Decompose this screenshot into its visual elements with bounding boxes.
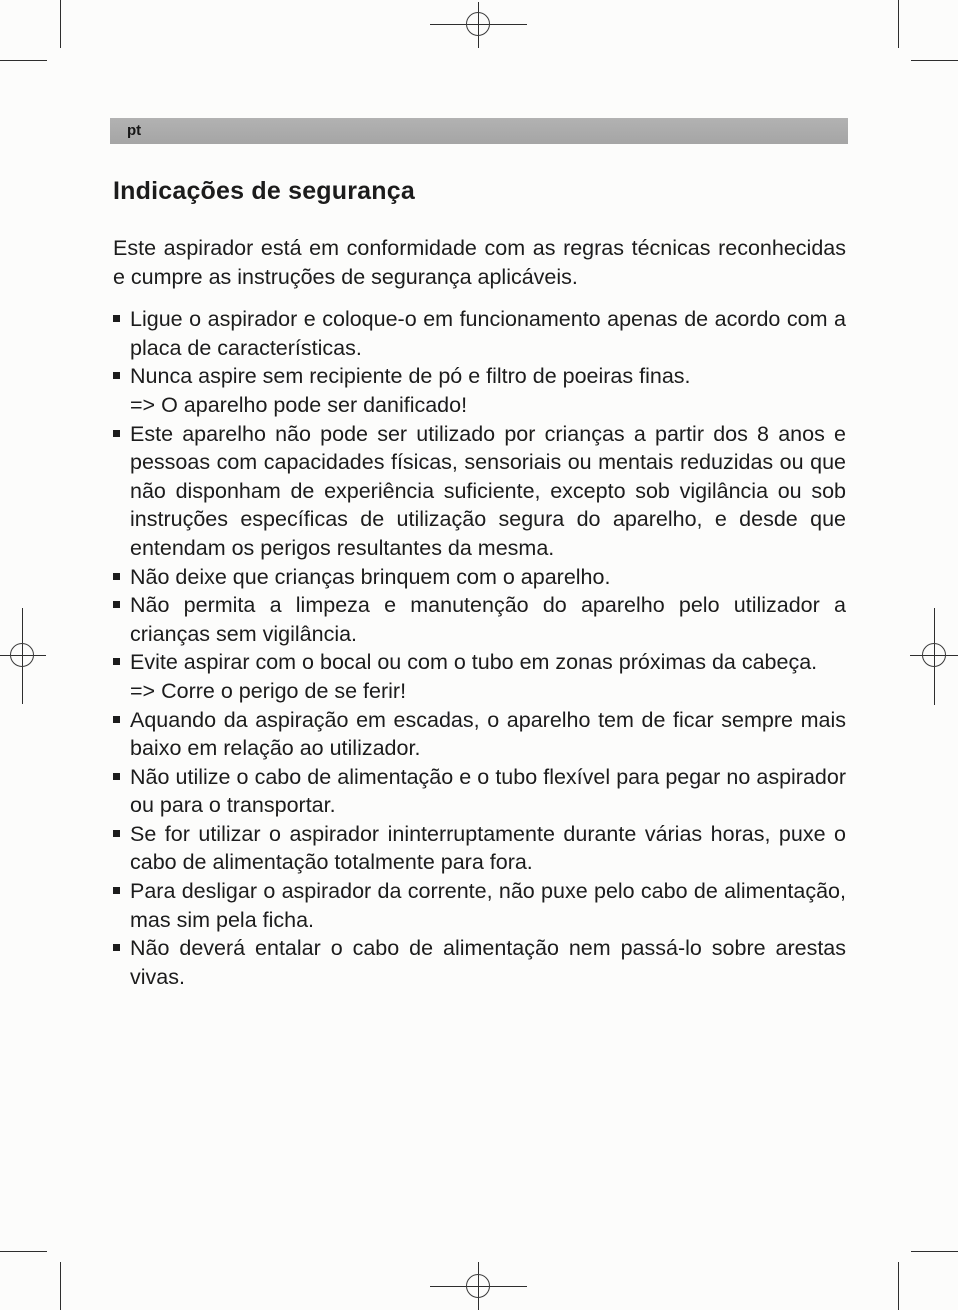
corner-crop-line (0, 60, 47, 61)
bullet-square-icon (113, 944, 120, 951)
corner-crop-line (911, 60, 958, 61)
list-item-text: Não deverá entalar o cabo de alimentação nem passá-lo sobre arestas vivas. (130, 936, 846, 989)
list-item-text: Ligue o aspirador e coloque-o em funcionamento apenas de acordo com a placa de características. (130, 307, 846, 360)
bullet-square-icon (113, 830, 120, 837)
intro-paragraph: Este aspirador está em conformidade com as regras técnicas reconhecidas e cumpre as instruções de segurança aplicáveis. (113, 236, 846, 289)
bullet-square-icon (113, 372, 120, 379)
list-item (113, 420, 846, 563)
safety-instructions-list (113, 305, 846, 991)
list-item-note: => Corre o perigo de se ferir! (130, 678, 407, 703)
list-item (113, 305, 846, 362)
bullet-square-icon (113, 658, 120, 665)
corner-crop-line (898, 1262, 899, 1310)
list-item (113, 648, 846, 705)
list-item-text: Evite aspirar com o bocal ou com o tubo em zonas próximas da cabeça. (130, 650, 818, 675)
language-header-bar (110, 118, 848, 144)
list-item (113, 820, 846, 877)
bullet-square-icon (113, 716, 120, 723)
page-title: Indicações de segurança (113, 177, 415, 205)
corner-crop-line (60, 0, 61, 48)
corner-crop-line (60, 1262, 61, 1310)
list-item (113, 591, 846, 648)
language-code-label: pt (127, 122, 142, 139)
list-item (113, 877, 846, 934)
list-item-text: Este aparelho não pode ser utilizado por crianças a partir dos 8 anos e pessoas com capacidades físicas, sensoriais ou mentais reduzidas ou que não disponham de experiência suficiente, excepto sob vigilância ou sob instruções específicas de utilização segura do aparelho, e desde que entendam os perigos resultantes da mesma. (130, 421, 846, 560)
crosshair-circle-icon (466, 1274, 490, 1298)
bullet-square-icon (113, 315, 120, 322)
list-item-note: => O aparelho pode ser danificado! (130, 392, 468, 417)
corner-crop-line (898, 0, 899, 48)
list-item-text: Se for utilizar o aspirador ininterruptamente durante várias horas, puxe o cabo de alimentação totalmente para fora. (130, 821, 846, 875)
list-item (113, 763, 846, 820)
list-item-text: Aquando da aspiração em escadas, o aparelho tem de ficar sempre mais baixo em relação ao utilizador. (130, 707, 846, 761)
list-item-text: Nunca aspire sem recipiente de pó e filtro de poeiras finas. (130, 364, 691, 389)
list-item (113, 934, 846, 991)
crosshair-circle-icon (10, 643, 34, 667)
list-item (113, 563, 846, 592)
page-content (113, 177, 846, 991)
corner-crop-line (911, 1251, 958, 1252)
bullet-square-icon (113, 430, 120, 437)
corner-crop-line (0, 1251, 47, 1252)
crosshair-circle-icon (922, 643, 946, 667)
list-item (113, 706, 846, 763)
list-item-text: Não deixe que crianças brinquem com o aparelho. (130, 564, 611, 589)
list-item (113, 362, 846, 419)
list-item-text: Para desligar o aspirador da corrente, não puxe pelo cabo de alimentação, mas sim pela ficha. (130, 879, 846, 932)
list-item-text: Não utilize o cabo de alimentação e o tubo flexível para pegar no aspirador ou para o transportar. (130, 764, 846, 818)
list-item-text: Não permita a limpeza e manutenção do aparelho pelo utilizador a crianças sem vigilância. (130, 593, 846, 646)
crosshair-circle-icon (466, 12, 490, 36)
bullet-square-icon (113, 887, 120, 894)
bullet-square-icon (113, 601, 120, 608)
bullet-square-icon (113, 773, 120, 780)
bullet-square-icon (113, 573, 120, 580)
